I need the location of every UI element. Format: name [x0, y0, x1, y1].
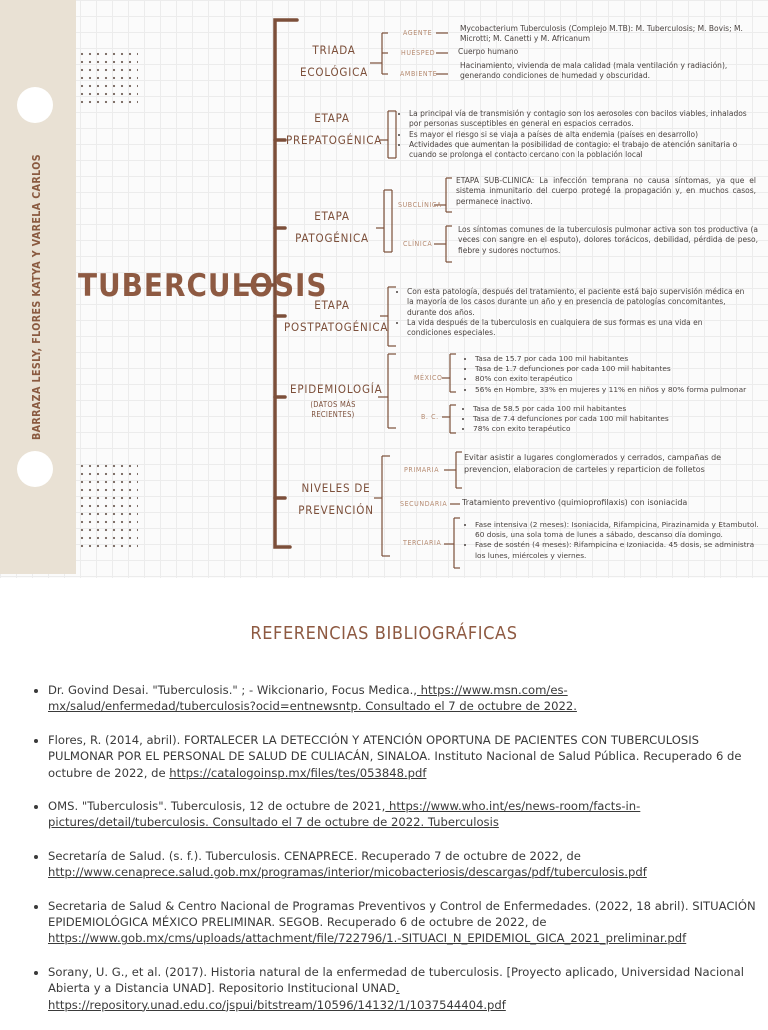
reference-text: Dr. Govind Desai. "Tuberculosis." ; - Wikcionario, Focus Medica., [48, 683, 417, 697]
stage-prevencion [296, 477, 376, 521]
list-item: • Con esta patología, después del tratamiento, el paciente está bajo supervisión médica en la mayoría de los casos durante un año y en presencia de patologías concomitantes, durante dos años. [407, 287, 746, 318]
list-item: • Tasa de 1.7 defunciones por cada 100 mil habitantes [475, 364, 768, 374]
stage-label-line2: PATOGÉNICA [295, 231, 369, 245]
reference-link[interactable]: . https://repository.unad.edu.co/jspui/bitstream/10596/14132/1/1037544404.pdf [48, 981, 506, 1012]
stage-label-line1: NIVELES DE [301, 481, 371, 495]
list-item: • Es mayor el riesgo si se viaja a países de alta endemia (países en desarrollo) [409, 130, 760, 140]
mexico-list [464, 354, 768, 395]
stage-label-sub: (DATOS MÁS RECIENTES) [310, 400, 356, 419]
postpatogenica-list [396, 287, 746, 338]
sublabel-clinica: CLÍNICA [403, 240, 433, 248]
sublabel-bc: B. C. [421, 413, 439, 421]
sublabel-subclinica: SUBCLÍNICA [398, 201, 442, 209]
bc-list [462, 404, 758, 435]
sublabel-agente: AGENTE [403, 29, 433, 37]
reference-item [48, 898, 760, 947]
list-item: • La vida después de la tuberculosis en cualquiera de sus formas es una vida en condiciones especiales. [407, 318, 746, 339]
list-item: • Actividades que aumentan la posibilidad de contagio: el trabajo de atención sanitaria o cuando se prolonga el contacto cercano con la población local [409, 140, 760, 161]
reference-item [48, 798, 760, 831]
subclinica-text: ETAPA SUB-CLINICA: La infección temprana no causa síntomas, ya que el sistema inmunitario del cuerpo protegé la propagación y, en muchos casos, permanece inactivo. [456, 176, 756, 206]
terciaria-list [464, 520, 764, 561]
reference-item [48, 964, 760, 1013]
main-title: TUBERCULOSIS [78, 268, 328, 304]
sublabel-ambiente: AMBIENTE [400, 70, 438, 78]
list-item: • Tasa de 15.7 por cada 100 mil habitantes [475, 354, 768, 364]
reference-text: Sorany, U. G., et al. (2017). Historia natural de la enfermedad de tuberculosis. [Proyecto aplicado, Universidad Nacional Abierta y a Distancia UNAD]. Repositorio Institucional UNAD [48, 964, 745, 996]
reference-text: Flores, R. (2014, abril). FORTALECER LA DETECCIÓN Y ATENCIÓN OPORTUNA DE PACIENTES CON TUBERCULOSIS PULMONAR POR EL PERSONAL DE SALUD DE CULIACÁN, SINALOA. Instituto Nacional de Salud Pública. Recuperado 6 de octubre de 2022, de [48, 732, 742, 780]
stage-label-line1: EPIDEMIOLOGÍA [290, 382, 383, 396]
stage-label-line1: ETAPA [314, 111, 350, 125]
stage-patogenica [288, 205, 376, 249]
secundaria-text: Tratamiento preventivo (quimioprofilaxis) con isoniacida [462, 498, 688, 507]
reference-link[interactable]: https://catalogoinsp.mx/files/tes/053848.pdf [169, 765, 427, 780]
stage-prepatogenica [286, 107, 383, 151]
reference-link[interactable]: https://www.msn.com/es-mx/salud/enfermedad/tuberculosis?ocid=entnewsntp. Consultado el 7 de octubre de 2022. [48, 683, 577, 714]
reference-text: Secretaría de Salud. (s. f.). Tuberculosis. CENAPRECE. Recuperado 7 de octubre de 2022, de [48, 848, 581, 863]
references-title: REFERENCIAS BIBLIOGRÁFICAS [250, 623, 518, 644]
reference-item [48, 848, 760, 881]
huesped-text: Cuerpo humano [458, 47, 519, 56]
list-item: • Fase de sostén (4 meses): Rifampicina e Izoniacida. 45 dosis, se administra los lunes, miércoles y viernes. [475, 540, 764, 560]
sublabel-secundaria: SECUNDARIA [400, 500, 448, 508]
reference-text: Secretaria de Salud & Centro Nacional de Programas Preventivos y Control de Enfermedades. (2022, 18 abril). SITUACIÓN EPIDEMIOLÓGICA MÉXICO PRELIMINAR. SEGOB. Recuperado 6 de octubre de 2022, de [48, 898, 756, 930]
stage-label-line1: TRIADA [312, 43, 356, 57]
stage-label-line2: PREPATOGÉNICA [286, 133, 383, 147]
references-list [32, 682, 760, 1030]
ambiente-text: Hacinamiento, vivienda de mala calidad (mala ventilación y radiación), generando condiciones de humedad y obscuridad. [460, 61, 728, 81]
list-item: • 56% en Hombre, 33% en mujeres y 11% en niños y 80% forma pulmonar [475, 385, 768, 395]
stage-label-line2: POSTPATOGÉNICA [284, 320, 389, 334]
stage-epidemiologia [290, 378, 383, 420]
stage-triada-ecologica [296, 39, 372, 83]
reference-link[interactable]: http://www.cenaprece.salud.gob.mx/programas/interior/micobacteriosis/descargas/pdf/tuberculosis.pdf [48, 865, 647, 880]
author-names: BARRAZA LESLY, FLORES KATYA Y VARELA CARLOS [31, 153, 43, 441]
list-item: • Tasa de 7.4 defunciones por cada 100 mil habitantes [473, 414, 758, 424]
reference-item [48, 682, 760, 715]
clinica-text: Los síntomas comunes de la tuberculosis pulmonar activa son tos productiva (a veces con sangre en el esputo), dolores torácicos, debilidad, pérdida de peso, fiebre y sudores nocturnos. [458, 225, 758, 255]
sublabel-terciaria: TERCIARIA [403, 539, 442, 547]
stage-label-line1: ETAPA [314, 209, 350, 223]
stage-label-line1: ETAPA [314, 298, 350, 312]
list-item: • Fase intensiva (2 meses): Isoniacida, Rifampicina, Pirazinamida y Etambutol. 60 dosis, una sola toma de lunes a sábado, descanso día domingo. [475, 520, 764, 540]
stage-label-line2: ECOLÓGICA [300, 65, 368, 79]
list-item: • La principal vía de transmisión y contagio son los aerosoles con bacilos viables, inhalados por personas susceptibles en general en espacios cerrados. [409, 109, 760, 130]
prepatogenica-list [398, 109, 760, 160]
reference-item [48, 732, 760, 781]
reference-link[interactable]: https://www.who.int/es/news-room/facts-in-pictures/detail/tuberculosis. Consultado el 7 de octubre de 2022. Tuberculosis [48, 799, 641, 830]
sublabel-huesped: HUÉSPED [401, 49, 436, 57]
list-item: • 78% con exito terapéutico [473, 424, 758, 434]
agente-text: Mycobacterium Tuberculosis (Complejo M.TB): M. Tuberculosis; M. Bovis; M. Microtti; M. Canetti y M. Africanum [460, 24, 743, 44]
reference-link[interactable]: https://www.gob.mx/cms/uploads/attachment/file/722796/1.-SITUACI_N_EPIDEMIOL_GICA_2021_preliminar.pdf [48, 931, 687, 946]
list-item: • Tasa de 58.5 por cada 100 mil habitantes [473, 404, 758, 414]
sublabel-primaria: PRIMARIA [404, 466, 440, 474]
primaria-text: Evitar asistir a lugares conglomerados y cerrados, campañas de prevencion, elaboracion de carteles y reparticion de folletos [464, 453, 722, 475]
stage-label-line2: PREVENCIÓN [298, 503, 374, 517]
sublabel-mexico: MÉXICO [414, 374, 443, 382]
reference-text: OMS. "Tuberculosis". Tuberculosis, 12 de octubre de 2021, [48, 799, 386, 814]
list-item: • 80% con exito terapéutico [475, 374, 768, 384]
stage-postpatogenica [284, 294, 389, 338]
